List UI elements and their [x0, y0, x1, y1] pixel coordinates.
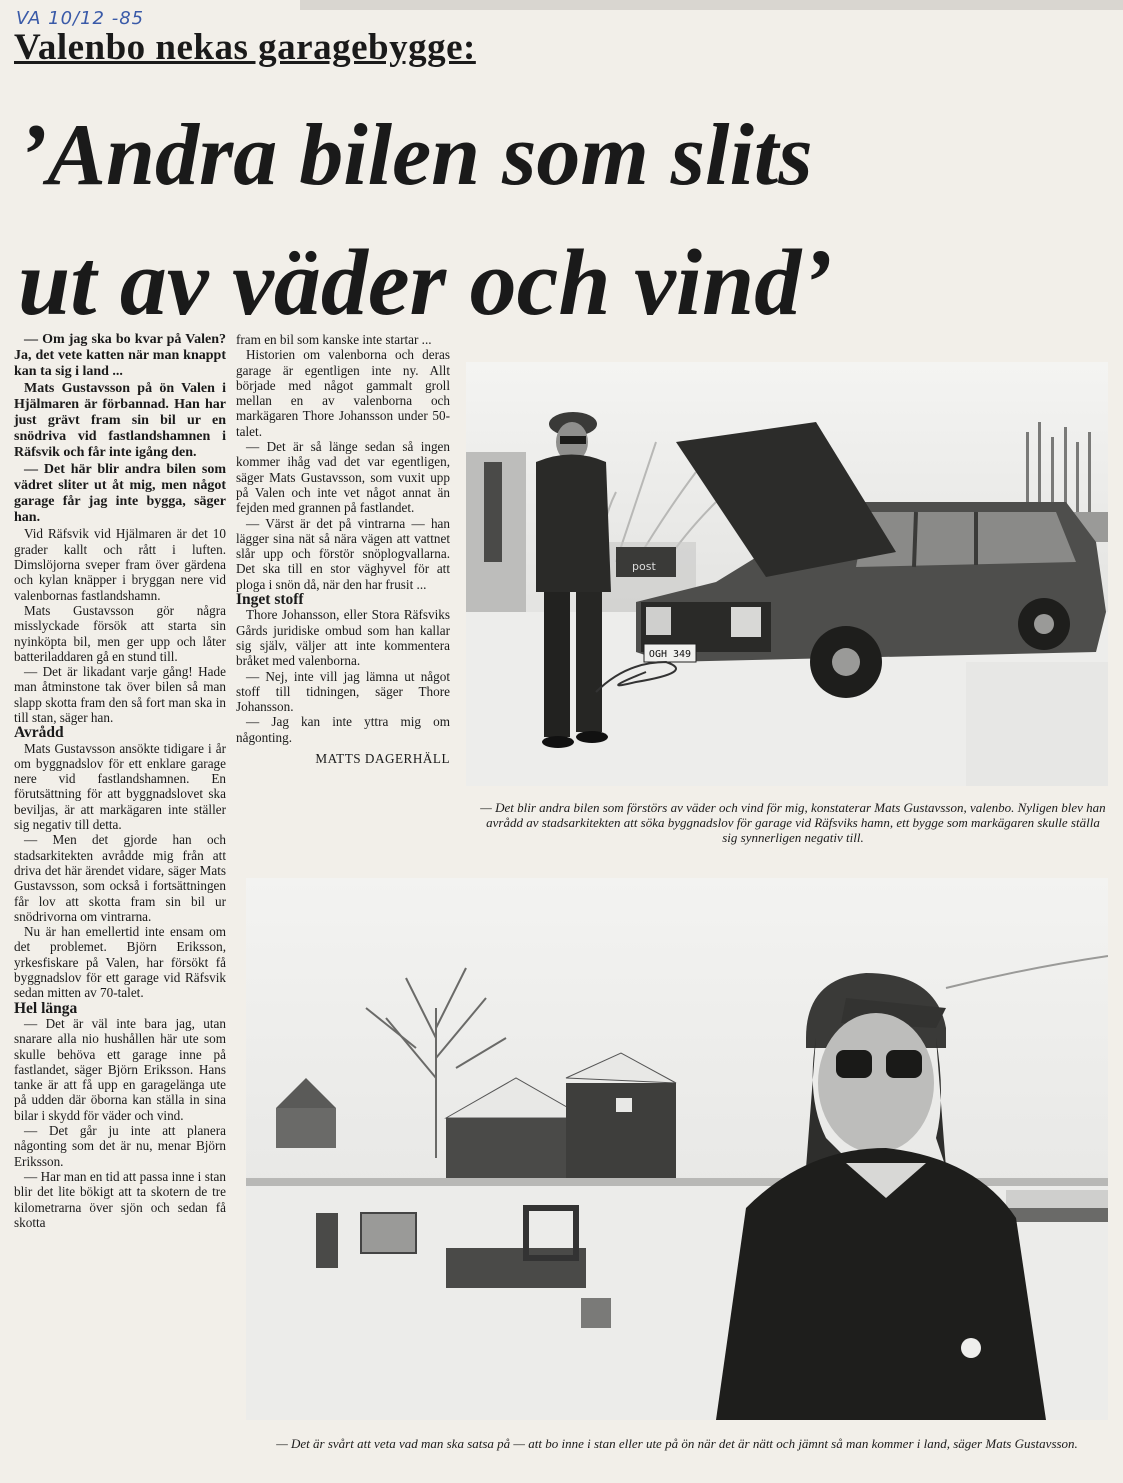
- paragraph: — Det går ju inte att planera någonting som det är nu, menar Björn Eriksson.: [14, 1123, 226, 1169]
- paragraph: — Värst är det på vintrarna — han lägger sina nät så nära vägen att vattnet slår upp och förstör snöplogvallarna. Det ska till en stor väghyvel för att ploga i snön då, när den har frusit ...: [236, 515, 450, 592]
- paragraph: — Om jag ska bo kvar på Valen? Ja, det vete katten när man knappt kan ta sig i land ...: [14, 332, 226, 380]
- paragraph: Mats Gustavsson på ön Valen i Hjälmaren är förbannad. Han har just grävt fram sin bil ur en snödriva vid fastlandshamnen i Räfsvik och får inte igång den.: [14, 380, 226, 461]
- subheading: Avrådd: [14, 724, 64, 742]
- headline-line-2: ut av väder och vind’: [18, 231, 833, 335]
- paragraph: Historien om valenborna och deras garage är egentligen inte ny. Allt började med något gammalt groll mellan en av valenborna och markägaren Thore Johansson under 50-talet.: [236, 347, 450, 439]
- paragraph: Mats Gustavsson gör några misslyckade försök att starta sin nyinköpta bil, men ger upp och låter batteriladdaren gå en stund till.: [14, 602, 226, 664]
- paragraph: Thore Johansson, eller Stora Räfsviks Gårds juridiske ombud som han kallar sig själv, väljer att inte kommentera bråket med valenborna.: [236, 607, 450, 669]
- kicker-headline: Valenbo nekas garagebygge:: [14, 27, 476, 68]
- subheading: Hel länga: [14, 999, 78, 1017]
- paragraph: — Jag kan inte yttra mig om någonting.: [236, 714, 450, 745]
- article-column-2: [236, 332, 450, 766]
- paragraph: Nu är han emellertid inte ensam om det problemet. Björn Eriksson, yrkesfiskare på Valen, har försökt få byggnadslov för ett garage vid Räfsvik sedan mitten av 70-talet.: [14, 924, 226, 1001]
- lead-paragraphs: [14, 332, 226, 526]
- paragraph: fram en bil som kanske inte startar ...: [236, 332, 432, 347]
- portrait-photo-illustration: [246, 878, 1108, 1420]
- license-plate: OGH 349: [648, 649, 692, 660]
- paragraph: Mats Gustavsson ansökte tidigare i år om byggnadslov för ett enklare garage nere vid fastlandshamnen. En förutsättning för att byggnadslovet ska beviljas, är att markägaren inte ställer sig negativ till detta.: [14, 740, 226, 833]
- subheading: Inget stoff: [236, 591, 304, 609]
- handwritten-date: VA 10/12 -85: [16, 8, 145, 29]
- byline: MATTS DAGERHÄLL: [315, 751, 450, 767]
- article-column-1: [14, 332, 226, 1230]
- paragraph: Vid Räfsvik vid Hjälmaren är det 10 grader kallt och rått i luften. Dimslöjorna sveper fram över gärdena och kylan knäpper i bryggan nere vid valenbornas fastlandshamn.: [14, 526, 226, 603]
- photo-man-portrait: [246, 878, 1108, 1420]
- photo1-caption: — Det blir andra bilen som förstörs av väder och vind för mig, konstaterar Mats Gustavsson, valenbo. Nyligen blev han avrådd av stadsarkitekten att söka byggnadslov för garage vid Räfsviks hamn, ett bygge som markägaren skulle ställa sig synnerligen negativ till.: [480, 800, 1106, 845]
- photo-car-open-hood: [466, 362, 1108, 786]
- adjacent-page-strip: [300, 0, 1123, 10]
- paragraph: — Det är så länge sedan så ingen kommer ihåg vad det var egentligen, säger Mats Gustavsson, som vuxit upp på Valen och inte vet något annat än fejden med grannen på fastlandet.: [236, 439, 450, 516]
- paragraph: — Nej, inte vill jag lämna ut något stoff till tidningen, säger Thore Johansson.: [236, 668, 450, 715]
- photo2-caption: — Det är svårt att veta vad man ska satsa på — att bo inne i stan eller ute på ön när det är nätt och jämnt så man kommer i land, säger Mats Gustavsson.: [276, 1436, 1078, 1451]
- crate-label: post: [632, 560, 656, 573]
- paragraph: — Har man en tid att passa inne i stan blir det lite bökigt att ta skotern de tre kilometrarna över sjön och sedan få skotta: [14, 1168, 226, 1230]
- paragraph: — Det är likadant varje gång! Hade man åtminstone tak över bilen så man slapp skotta fram den så fort man ska in till stan, säger han.: [14, 664, 226, 725]
- car-photo-illustration: [466, 362, 1108, 786]
- headline-line-1: ’Andra bilen som slits: [18, 107, 813, 204]
- paragraph: — Det är väl inte bara jag, utan snarare alla nio hushållen här ute som skulle behöva ett garage inne på fastlandet, säger Björn Eriksson. Hans tanke är att få upp en garagelänga ute på udden där öborna kan ställa in sina bilar i skydd för väder och vind.: [14, 1015, 226, 1123]
- paragraph: — Det här blir andra bilen som vädret sliter ut åt mig, men något garage får jag inte bygga, säger han.: [14, 461, 226, 526]
- paragraph: — Men det gjorde han och stadsarkitekten avrådde mig från att driva det här ärendet vidare, säger Mats Gustavsson, som också i fortsättningen får lov att skotta fram sin bil ur snödrivorna om vintrarna.: [14, 832, 226, 924]
